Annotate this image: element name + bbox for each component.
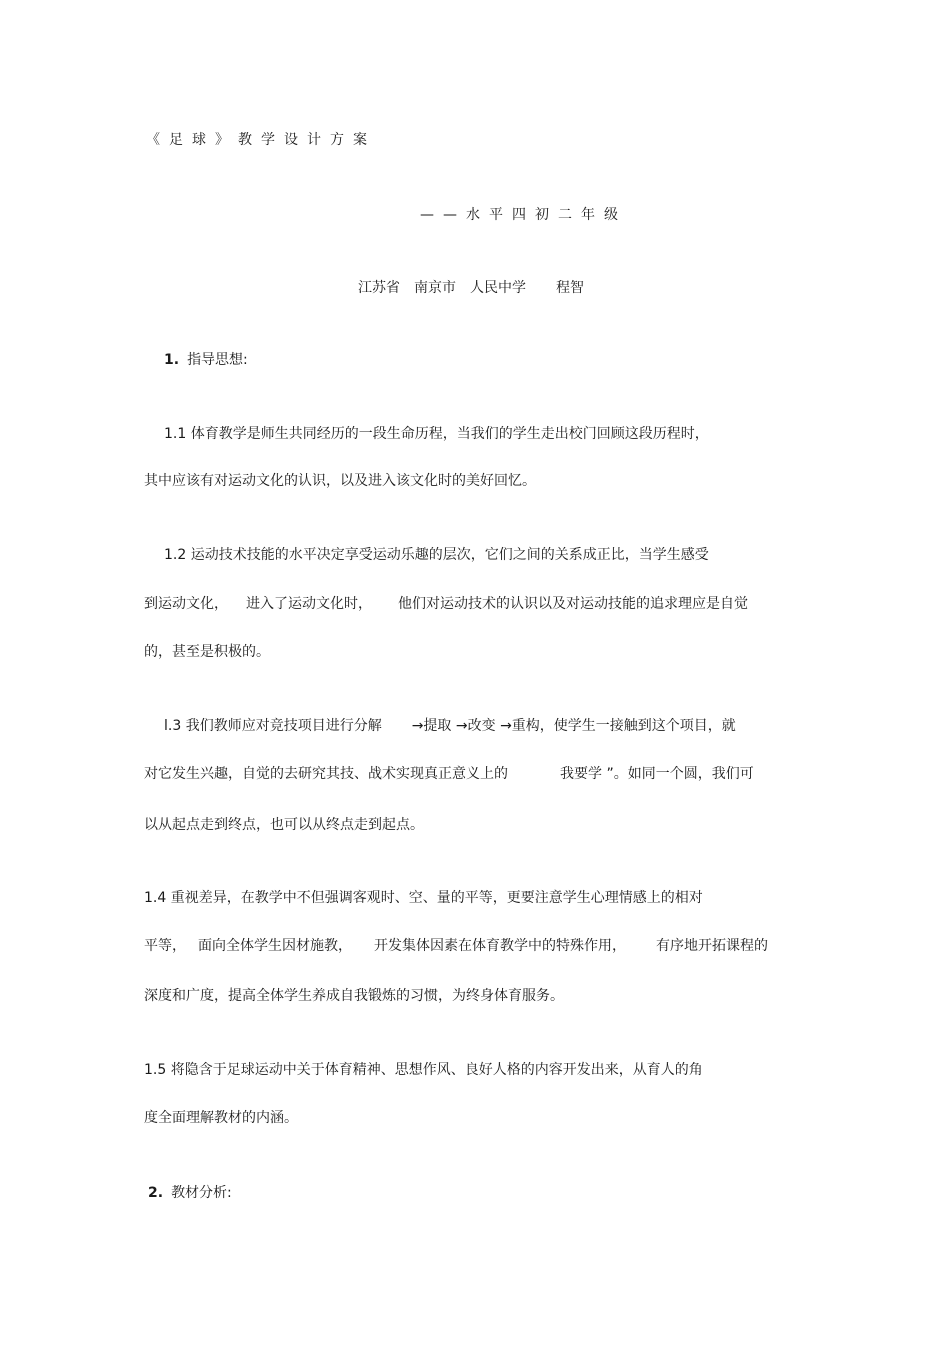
paragraph-line: 1.1 体育教学是师生共同经历的一段生命历程，当我们的学生走出校门回顾这段历程时， [164, 426, 709, 442]
author-city: 南京市 [414, 280, 456, 296]
document-subtitle: ——水平四初二年级 [420, 207, 627, 223]
paragraph-segment: 平等， [144, 938, 186, 954]
paragraph-segment: 我要学 ”。如同一个圆，我们可 [560, 766, 754, 782]
paragraph-line: 1.2 运动技术技能的水平决定享受运动乐趣的层次，它们之间的关系成正比，当学生感受 [164, 547, 709, 563]
paragraph-line [144, 594, 748, 614]
paragraph-segment: l.3 我们教师应对竞技项目进行分解 [164, 718, 382, 734]
paragraph-line [144, 764, 754, 784]
section-label: 教材分析: [171, 1185, 232, 1201]
paragraph-segment: 他们对运动技术的认识以及对运动技能的追求理应是自觉 [398, 596, 748, 612]
section-heading [148, 1183, 232, 1203]
document-title: 《足球》教学设计方案 [146, 132, 376, 148]
author-province: 江苏省 [358, 280, 400, 296]
paragraph-segment: 对它发生兴趣，自觉的去研究其技、战术实现真正意义上的 [144, 766, 508, 782]
paragraph-line: 度全面理解教材的内涵。 [144, 1110, 298, 1126]
paragraph-line: 其中应该有对运动文化的认识，以及进入该文化时的美好回忆。 [144, 473, 536, 489]
paragraph-segment: 到运动文化， [144, 596, 228, 612]
paragraph-line: 的，甚至是积极的。 [144, 644, 270, 660]
section-number: 1. [164, 352, 180, 368]
paragraph-line: 1.4 重视差异，在教学中不但强调客观时、空、量的平等，更要注意学生心理情感上的相对 [144, 890, 703, 906]
paragraph-segment: 开发集体因素在体育教学中的特殊作用， [374, 938, 626, 954]
paragraph-line: 1.5 将隐含于足球运动中关于体育精神、思想作风、良好人格的内容开发出来，从育人的角 [144, 1062, 703, 1078]
author-name: 程智 [556, 280, 584, 296]
paragraph-line [144, 936, 768, 956]
section-heading [164, 350, 248, 370]
section-number: 2. [148, 1185, 164, 1201]
paragraph-segment: 进入了运动文化时， [246, 596, 372, 612]
paragraph-segment: 面向全体学生因材施教， [198, 938, 352, 954]
paragraph-line: 以从起点走到终点，也可以从终点走到起点。 [144, 817, 424, 833]
author-school: 人民中学 [470, 280, 526, 296]
paragraph-segment: →提取 →改变 →重构，使学生一接触到这个项目，就 [411, 718, 736, 734]
paragraph-line [164, 716, 736, 736]
paragraph-line: 深度和广度，提高全体学生养成自我锻炼的习惯，为终身体育服务。 [144, 988, 564, 1004]
section-label: 指导思想: [187, 352, 248, 368]
author-line [358, 278, 584, 298]
paragraph-segment: 有序地开拓课程的 [656, 938, 768, 954]
